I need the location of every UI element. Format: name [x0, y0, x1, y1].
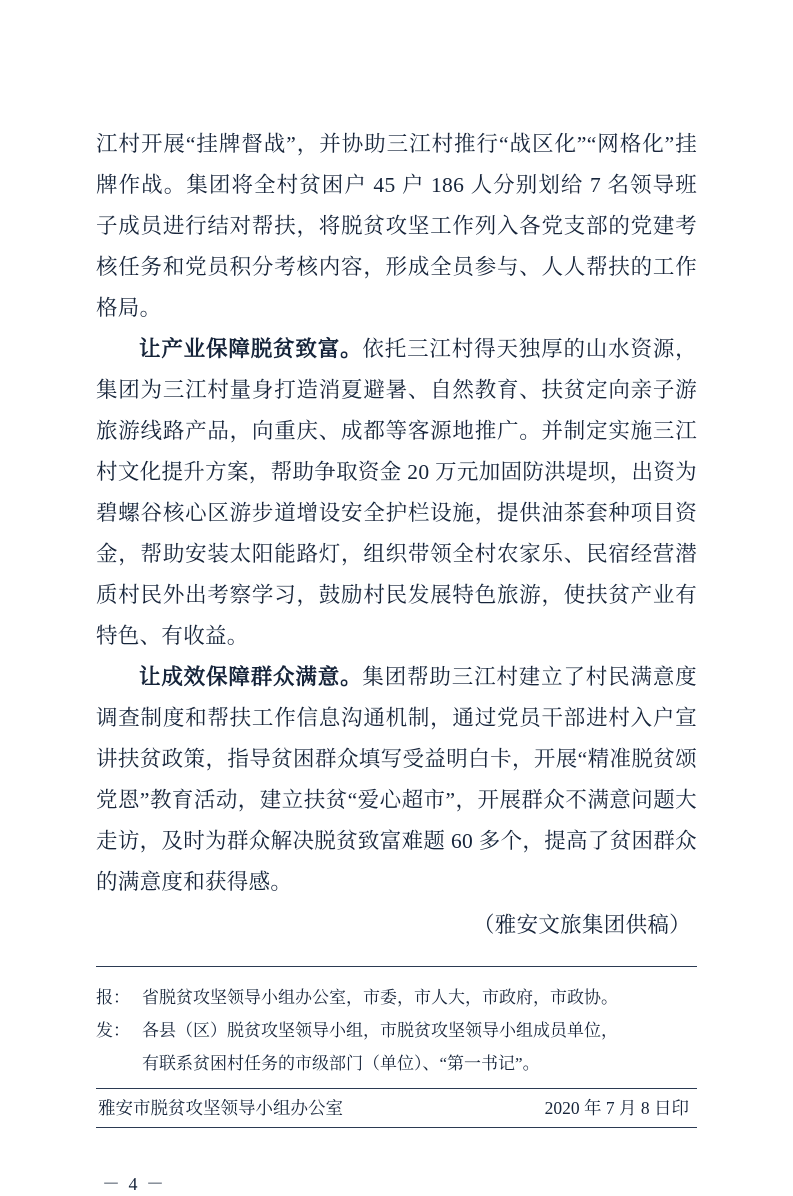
document-body	[96, 124, 697, 946]
distribution-report-text: 省脱贫攻坚领导小组办公室，市委，市人大，市政府，市政协。	[142, 988, 618, 1007]
paragraph-2	[96, 329, 697, 657]
paragraph-1-text: 江村开展“挂牌督战”，并协助三江村推行“战区化”“网格化”挂牌作战。集团将全村贫困户 45 户 186 人分别划给 7 名领导班子成员进行结对帮扶，将脱贫攻坚工作列入各党支部的党建考核任务和党员积分考核内容，形成全员参与、人人帮扶的工作格局。	[96, 132, 697, 320]
paragraph-3-text: 集团帮助三江村建立了村民满意度调查制度和帮扶工作信息沟通机制，通过党员干部进村入户宣讲扶贫政策，指导贫困群众填写受益明白卡，开展“精准脱贫颂党恩”教育活动，建立扶贫“爱心超市”，开展群众不满意问题大走访，及时为群众解决脱贫致富难题 60 多个，提高了贫困群众的满意度和获得感。	[96, 665, 697, 894]
paragraph-2-text: 依托三江村得天独厚的山水资源，集团为三江村量身打造消夏避暑、自然教育、扶贫定向亲子游旅游线路产品，向重庆、成都等客源地推广。并制定实施三江村文化提升方案，帮助争取资金 20 万元加固防洪堤坝，出资为碧螺谷核心区游步道增设安全护栏设施，提供油茶套种项目资金，帮助安装太阳能路灯，组织带领全村农家乐、民宿经营潜质村民外出考察学习，鼓励村民发展特色旅游，使扶贫产业有特色、有收益。	[96, 337, 697, 648]
paragraph-1	[96, 124, 697, 329]
distribution-send-line	[96, 1014, 697, 1047]
distribution-report-line	[96, 981, 697, 1014]
footer-date: 2020 年 7 月 8 日印	[544, 1098, 689, 1118]
paragraph-3-lead: 让成效保障群众满意。	[139, 665, 363, 689]
divider-bottom	[96, 1127, 697, 1128]
distribution-report-label: 报：	[96, 988, 130, 1007]
paragraph-2-lead: 让产业保障脱贫致富。	[139, 337, 363, 361]
footer-issuer: 雅安市脱贫攻坚领导小组办公室	[98, 1098, 343, 1118]
page-number: － 4 －	[102, 1174, 166, 1194]
distribution-send-text: 各县（区）脱贫攻坚领导小组，市脱贫攻坚领导小组成员单位，	[142, 1021, 618, 1040]
paragraph-3	[96, 657, 697, 903]
document-signature: （雅安文旅集团供稿）	[472, 913, 691, 937]
distribution-send-line-2	[96, 1047, 697, 1080]
divider-top	[96, 966, 697, 967]
distribution-send-label: 发：	[96, 1021, 130, 1040]
distribution-send-text-2: 有联系贫困村任务的市级部门（单位）、“第一书记”。	[142, 1054, 540, 1073]
footer-row	[96, 1089, 697, 1125]
distribution-block	[96, 981, 697, 1080]
